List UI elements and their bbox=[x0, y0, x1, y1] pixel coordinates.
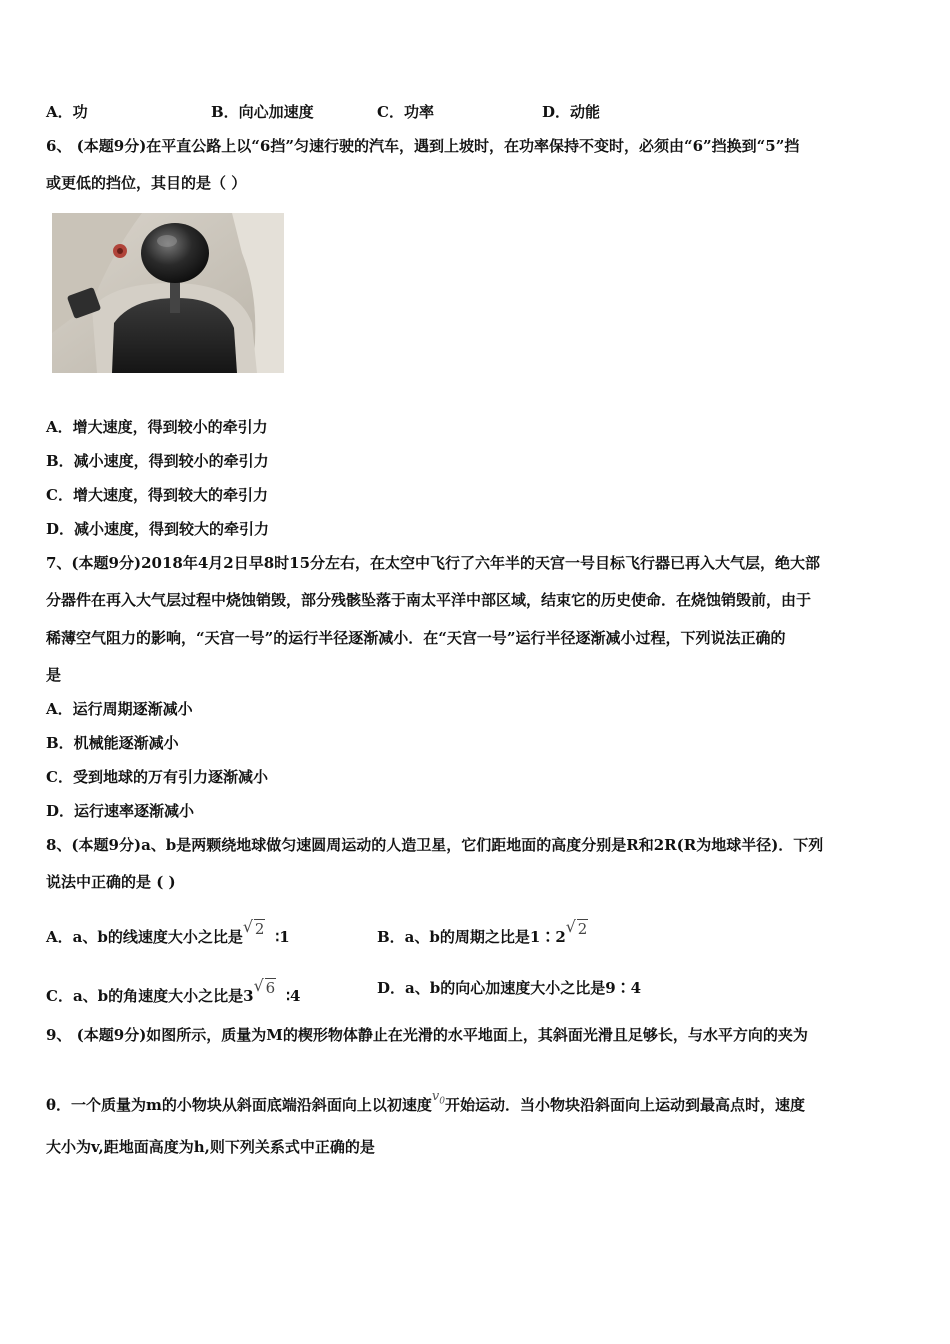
q8-option-a-ratio: ∶1 bbox=[275, 928, 290, 946]
q8-option-a-text: A．a、b的线速度大小之比是 bbox=[46, 928, 243, 946]
radicand: 2 bbox=[577, 920, 588, 938]
q7-stem-line3: 稀薄空气阻力的影响，“天宫一号”的运行半径逐渐减小．在“天宫一号”运行半径逐渐减小过程，下列说法正确的 bbox=[46, 629, 786, 647]
q8-option-d: D．a、b的向心加速度大小之比是9∶4 bbox=[377, 979, 642, 997]
q9-stem-line2 bbox=[46, 1087, 805, 1115]
q9-stem-line2-end: 开始运动．当小物块沿斜面向上运动到最高点时，速度 bbox=[444, 1096, 805, 1114]
q8-option-c-ratio: ∶4 bbox=[286, 987, 301, 1005]
q6-option-c: C．增大速度，得到较大的牵引力 bbox=[46, 486, 268, 504]
radicand: 6 bbox=[265, 979, 276, 997]
q6-option-d: D．减小速度，得到较大的牵引力 bbox=[46, 520, 270, 538]
q9-stem-line2-start: θ．一个质量为m的小物块从斜面底端沿斜面向上以初速度 bbox=[46, 1096, 432, 1114]
q8-option-c-text: C．a、b的角速度大小之比是3 bbox=[46, 987, 254, 1005]
q7-option-c: C．受到地球的万有引力逐渐减小 bbox=[46, 768, 268, 786]
q6-option-a: A．增大速度，得到较小的牵引力 bbox=[46, 418, 268, 436]
q7-option-d: D．运行速率逐渐减小 bbox=[46, 802, 195, 820]
q6-option-b: B．减小速度，得到较小的牵引力 bbox=[46, 452, 269, 470]
q7-option-b: B．机械能逐渐减小 bbox=[46, 734, 179, 752]
radical-sign: √ bbox=[565, 917, 576, 936]
velocity-letter: v bbox=[431, 1089, 440, 1104]
q6-stem-line2: 或更低的挡位，其目的是（ ） bbox=[46, 174, 247, 192]
q7-stem-line1: 7、(本题9分)2018年4月2日早8时15分左右，在太空中飞行了六年半的天宫一号目标飞行器已再入大气层，绝大部 bbox=[46, 554, 821, 572]
radical-sign: √ bbox=[253, 976, 264, 995]
q8-option-c bbox=[46, 978, 300, 1006]
q5-option-c: C．功率 bbox=[377, 103, 434, 121]
q6-stem-line1: 6、 (本题9分)在平直公路上以“6挡”匀速行驶的汽车，遇到上坡时，在功率保持不变时，必须由“6”挡换到“5”挡 bbox=[46, 137, 800, 155]
q8-stem-line2: 说法中正确的是 ( ) bbox=[46, 873, 176, 891]
q7-option-a: A．运行周期逐渐减小 bbox=[46, 700, 193, 718]
sqrt-6-symbol bbox=[254, 978, 277, 998]
q7-stem-line2: 分器件在再入大气层过程中烧蚀销毁，部分残骸坠落于南太平洋中部区域，结束它的历史使命．在烧蚀销毁前，由于 bbox=[46, 591, 812, 609]
initial-velocity-symbol bbox=[431, 1089, 445, 1107]
q5-option-d: D．动能 bbox=[542, 103, 601, 121]
q7-stem-line4: 是 bbox=[46, 666, 62, 684]
q8-option-a bbox=[46, 919, 290, 947]
q5-option-a: A．功 bbox=[46, 103, 88, 121]
radicand: 2 bbox=[254, 920, 265, 938]
q8-option-b-text: B．a、b的周期之比是1∶2 bbox=[377, 928, 566, 946]
sqrt-2-symbol bbox=[566, 919, 589, 939]
sqrt-2-symbol bbox=[243, 919, 266, 939]
gear-shift-photo bbox=[52, 213, 284, 373]
q9-stem-line3: 大小为v,距地面高度为h,则下列关系式中正确的是 bbox=[46, 1138, 375, 1156]
velocity-subscript: 0 bbox=[439, 1096, 445, 1107]
q8-stem-line1: 8、(本题9分)a、b是两颗绕地球做匀速圆周运动的人造卫星，它们距地面的高度分别是R和2R(R为地球半径)．下列 bbox=[46, 836, 824, 854]
q9-stem-line1: 9、 (本题9分)如图所示，质量为M的楔形物体静止在光滑的水平地面上，其斜面光滑且足够长，与水平方向的夹为 bbox=[46, 1026, 808, 1044]
gear-shift-illustration bbox=[52, 213, 284, 373]
radical-sign: √ bbox=[242, 917, 254, 936]
q8-option-b bbox=[377, 919, 588, 947]
q5-option-b: B．向心加速度 bbox=[211, 103, 314, 121]
